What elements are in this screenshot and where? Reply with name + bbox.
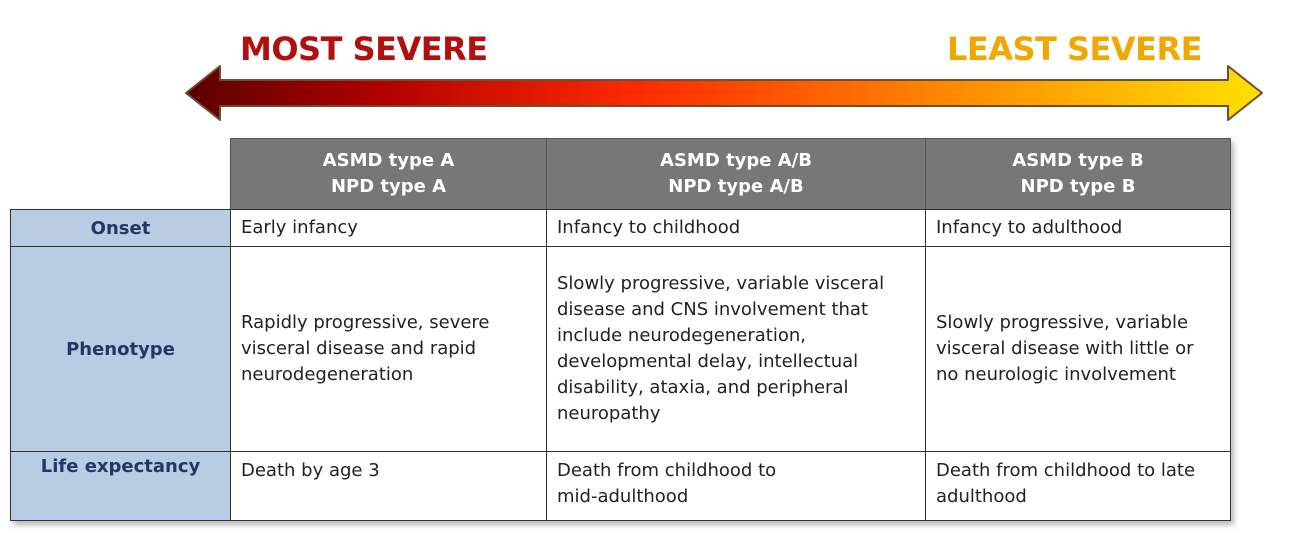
corner-cell bbox=[11, 139, 231, 210]
life-type-b: Death from childhood to late adulthood bbox=[926, 452, 1231, 521]
phenotype-type-a: Rapidly progressive, severe visceral disease and rapid neurodegeneration bbox=[231, 247, 547, 452]
row-label-onset: Onset bbox=[11, 210, 231, 247]
onset-type-a: Early infancy bbox=[231, 210, 547, 247]
header-row bbox=[11, 139, 1231, 210]
table-row-life-expectancy bbox=[11, 452, 1231, 521]
row-label-life-expectancy: Life expectancy bbox=[11, 452, 231, 521]
most-severe-label: MOST SEVERE bbox=[240, 30, 488, 68]
onset-type-b: Infancy to adulthood bbox=[926, 210, 1231, 247]
life-type-ab: Death from childhood to mid-adulthood bbox=[547, 452, 926, 521]
row-label-phenotype: Phenotype bbox=[11, 247, 231, 452]
phenotype-type-b: Slowly progressive, variable visceral disease with little or no neurologic involvement bbox=[926, 247, 1231, 452]
table-row-phenotype bbox=[11, 247, 1231, 452]
column-header-type-b: ASMD type B NPD type B bbox=[926, 139, 1231, 210]
asmd-comparison-table bbox=[10, 138, 1231, 521]
life-type-a: Death by age 3 bbox=[231, 452, 547, 521]
severity-arrow-body bbox=[186, 66, 1262, 120]
table-row-onset bbox=[11, 210, 1231, 247]
phenotype-type-ab: Slowly progressive, variable visceral disease and CNS involvement that include neurodegeneration, developmental delay, intellectual disability, ataxia, and peripheral neuropathy bbox=[547, 247, 926, 452]
onset-type-ab: Infancy to childhood bbox=[547, 210, 926, 247]
least-severe-label: LEAST SEVERE bbox=[946, 30, 1202, 68]
severity-arrow bbox=[180, 60, 1270, 126]
column-header-type-a: ASMD type A NPD type A bbox=[231, 139, 547, 210]
column-header-type-ab: ASMD type A/B NPD type A/B bbox=[547, 139, 926, 210]
